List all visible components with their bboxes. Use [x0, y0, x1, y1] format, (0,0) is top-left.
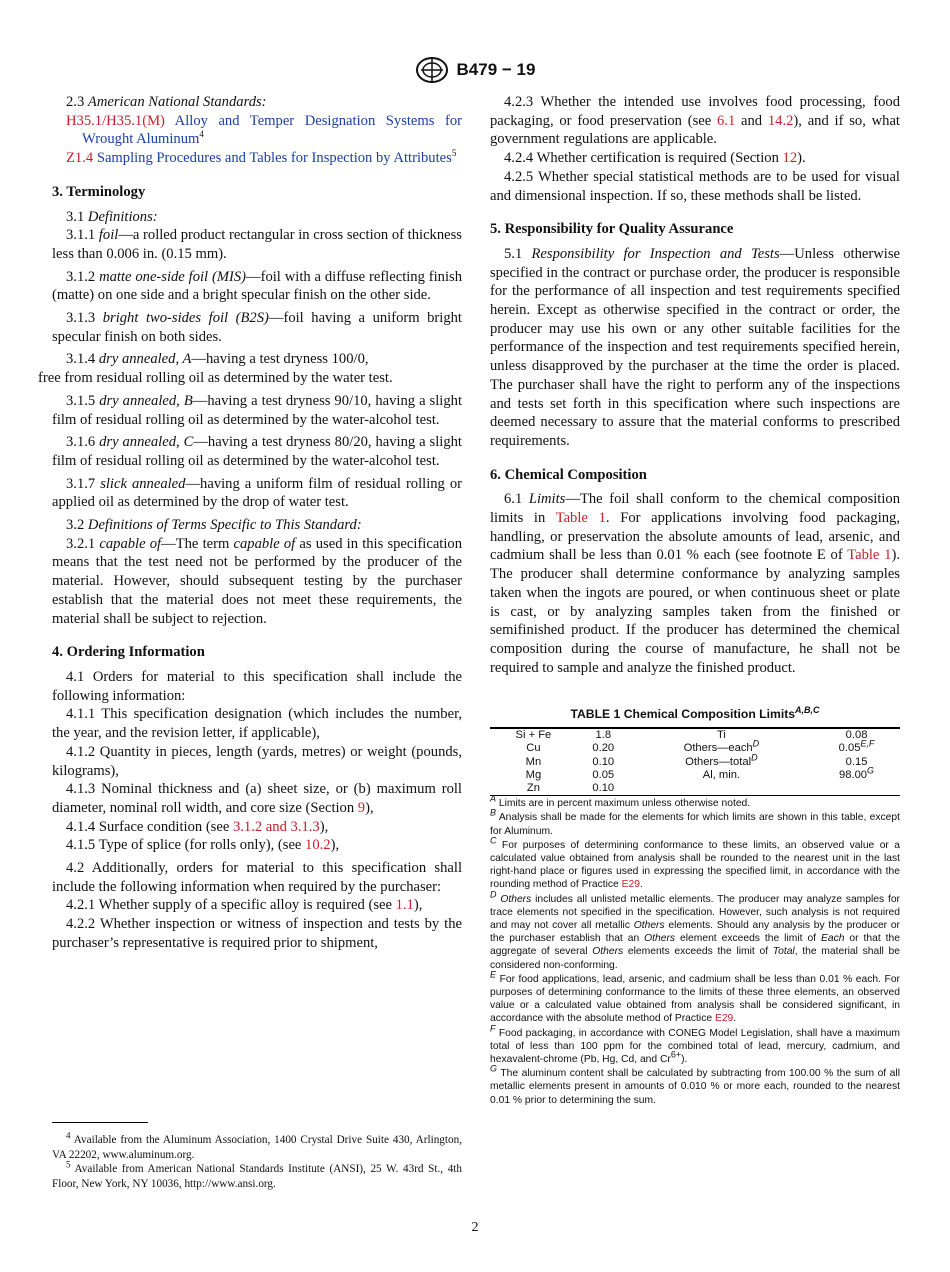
para-3-1-6: 3.1.6 dry annealed, C—having a test dryness 80/20, having a slight film of residual rolling oil as determined by the water-alcohol test. [52, 434, 462, 469]
para-4-2: 4.2 Additionally, orders for material to this specification shall include the following information when required by the purchaser: [52, 860, 462, 895]
e29-link-2[interactable]: E29 [714, 1013, 734, 1025]
element-cell: Ti [716, 729, 726, 742]
z14-link[interactable]: Z1.4 [66, 150, 94, 167]
para-6-1: 6.1 Limits—The foil shall conform to the chemical composition limits in Table 1. For applications involving food packaging, handling, or preservation the absolute amounts of lead, arsenic, and cadmium shall be less than 0.01 % each (see footnote E of Table 1). The producer shall determine conformance by analyzing samples taken when the ingots are poured, or when continuous sheet or plate is cast, or by analyzing samples taken from the finished or semifinished product. If the producer has determined the chemical composition during the course of manufacture, he shall not be required to sample and analyze the finished product. [490, 491, 900, 676]
value-cell: 0.08 [845, 729, 868, 742]
para-3-1-4: 3.1.4 dry annealed, A—having a test dryness 100/0, free from residual rolling oil as determined by the water test. [38, 351, 393, 387]
value-cell: 0.05 [592, 768, 615, 781]
page-footnotes [52, 1130, 462, 1191]
left-column [38, 93, 463, 953]
para-4-1-3: 4.1.3 Nominal thickness and (a) sheet size, or (b) maximum roll diameter, nominal roll width, and core size (Section 9), [52, 781, 462, 816]
para-5-1: 5.1 Responsibility for Inspection and Tests—Unless otherwise specified in the contract or purchase order, the producer is responsible for the performance of all inspection and test requirements specified herein. Except as otherwise specified in the contract or order, the producer may use his own or any other suitable facilities for the performance of the inspection and test requirements specified herein, unless disapproved by the purchaser at the time the order is placed. The purchaser shall have the right to perform any of the inspections and tests set forth in this specification where such inspections are deemed necessary to assure that the material conforms to prescribed requirements. [490, 245, 900, 449]
para-4-1-1: 4.1.1 This specification designation (which includes the number, the year, and the revision letter, if applicable), [52, 706, 462, 742]
value-cell: 0.15 [845, 755, 868, 768]
composition-table [490, 727, 900, 796]
right-column [490, 93, 900, 1107]
value-cell [813, 782, 900, 796]
section-1-1-link[interactable]: 1.1 [395, 897, 414, 914]
footnote-divider [52, 1122, 148, 1123]
footnote-4: $^4$ Available from the Aluminum Association, 1400 Crystal Drive Suite 430, Arlington, VA 22202, www.aluminum.org. [52, 1130, 462, 1161]
table-row [490, 742, 900, 755]
table-note-d: $^D$ Others includes all unlisted metallic elements. The producer may analyze samples for trace elements not specified in the specification. However, such analysis is not required and may not cover all metallic Others elements. Should any analysis by the producer or the purchaser establish that an Others element exceeds the limit of Each or that the aggregate of several Others elements exceeds the limit of Total, the material shall be considered non-conforming. [490, 889, 900, 971]
para-4-1-4: 4.1.4 Surface condition (see 3.1.2 and 3.1.3), [66, 818, 329, 835]
table-row [490, 769, 900, 782]
heading-terminology: 3. Terminology [52, 183, 146, 200]
para-4-2-5: 4.2.5 Whether special statistical methods are to be used for visual and dimensional inspection. If so, these methods shall be listed. [490, 168, 900, 204]
para-4-1: 4.1 Orders for material to this specification shall include the following information: [52, 668, 462, 704]
page-number: 2 [471, 1220, 479, 1235]
para-4-1-2: 4.1.2 Quantity in pieces, length (yards, metres) or weight (pounds, kilograms), [52, 743, 462, 779]
para-4-1-5: 4.1.5 Type of splice (for rolls only), (see 10.2), [66, 837, 340, 854]
reference-z14: Z1.4 Sampling Procedures and Tables for Inspection by Attributes$^5$ [66, 148, 457, 167]
heading-ordering: 4. Ordering Information [52, 644, 205, 661]
para-3-1-7: 3.1.7 slick annealed—having a uniform film of residual rolling or applied oil as determined by the drop of water test. [52, 475, 463, 511]
section-2-3: 2.3 American National Standards: [66, 94, 267, 110]
section-12-link[interactable]: 12 [782, 150, 798, 167]
value-cell: 0.20 [592, 742, 615, 755]
element-cell: Others—each$^D$ [683, 738, 760, 755]
table-row [490, 756, 900, 769]
para-4-2-3: 4.2.3 Whether the intended use involves food processing, food packaging, or food preservation (see 6.1 and 14.2), and if so, what government regulations are applicable. [490, 94, 900, 148]
para-3-1: 3.1 Definitions: [66, 208, 158, 225]
heading-chemical-composition: 6. Chemical Composition [490, 466, 647, 483]
value-cell: 0.10 [592, 755, 615, 768]
heading-quality-assurance: 5. Responsibility for Quality Assurance [490, 221, 734, 238]
table-row [490, 782, 900, 796]
element-cell: Cu [526, 742, 541, 755]
para-3-1-3: 3.1.3 bright two-sides foil (B2S)—foil having a uniform bright specular finish on both sides. [52, 310, 462, 345]
value-cell: 1.8 [595, 729, 612, 742]
para-4-2-1: 4.2.1 Whether supply of a specific alloy is required (see 1.1), [66, 897, 423, 914]
element-cell: Al, min. [702, 768, 741, 781]
para-3-1-2: 3.1.2 matte one-side foil (MIS)—foil with a diffuse reflecting finish (matte) on one side and a bright specular finish on the other side. [52, 268, 462, 304]
e29-link[interactable]: E29 [621, 879, 640, 891]
table-note-a: $^A$ Limits are in percent maximum unless otherwise noted. [490, 793, 751, 810]
table-row [490, 728, 900, 742]
element-cell [630, 782, 813, 796]
element-cell: Mg [525, 768, 542, 781]
para-3-2: 3.2 Definitions of Terms Specific to This Standard: [66, 517, 362, 534]
value-cell: 0.10 [592, 781, 615, 794]
h35-link[interactable]: H35.1/H35.1(M) [66, 112, 165, 129]
page-header [0, 56, 950, 84]
table-1-link-2[interactable]: Table 1 [847, 547, 892, 564]
para-3-1-1: 3.1.1 foil—a rolled product rectangular in cross section of thickness less than 0.006 in. (0.15 mm). [52, 227, 462, 262]
para-4-2-2: 4.2.2 Whether inspection or witness of inspection and tests by the purchaser’s representative is required prior to shipment, [52, 916, 462, 951]
para-3-1-5: 3.1.5 dry annealed, B—having a test dryness 90/10, having a slight film of residual rolling oil as determined by the water-alcohol test. [52, 392, 462, 428]
section-9-link[interactable]: 9 [357, 799, 366, 816]
astm-logo-icon [415, 56, 449, 84]
z14-title-link[interactable]: Sampling Procedures and Tables for Inspection by Attributes [96, 150, 452, 167]
table-1-link[interactable]: Table 1 [555, 510, 606, 527]
table-note-e: $^E$ For food applications, lead, arsenic, and cadmium shall be less than 0.01 % each. For purposes of determining conformance to the limits of these three elements, an observed value or a calculated value obtained from analysis shall be considered significant, in accordance with the absolute method of Practice E29. [490, 969, 900, 1025]
element-cell: Si + Fe [515, 729, 552, 742]
footnote-5: $^5$ Available from American National Standards Institute (ANSI), 25 W. 43rd St., 4th Floor, New York, NY 10036, http://www.ansi.org. [52, 1159, 462, 1190]
table-note-g: $^G$ The aluminum content shall be calculated by subtracting from 100.00 % the sum of all metallic elements present in amounts of 0.010 % or more each, rounded to the nearest 0.01 % prior to determining the sum. [490, 1063, 900, 1106]
table-note-b: $^B$ Analysis shall be made for the elements for which limits are shown in this table, except for Aluminum. [490, 807, 900, 837]
element-cell: Zn [526, 781, 540, 794]
value-cell: $98.00^G$ [839, 764, 875, 781]
section-6-1-link[interactable]: 6.1 [717, 112, 736, 129]
table-note-c: $^C$ For purposes of determining conformance to these limits, an observed value or a calculated value obtained from analysis shall be rounded to the nearest unit in the last right-hand place or figures used in expressing the specified limit, in accordance with the rounding method of Practice E29. [490, 835, 900, 891]
reference-h35: H35.1/H35.1(M) Alloy and Temper Designation Systems for Wrought Aluminum$^4$ [66, 112, 462, 148]
table-note-f: $^F$ Food packaging, in accordance with CONEG Model Legislation, shall have a maximum total of less than 100 ppm for the combined total of lead, mercury, cadmium, and hexavalent-chrome (Pb, Hg, Cd, and $Cr^{6+}$). [490, 1023, 900, 1065]
section-14-2-link[interactable]: 14.2 [767, 112, 794, 129]
standard-designation: B479 − 19 [456, 60, 536, 79]
element-cell: Mn [525, 755, 542, 768]
h35-title-link[interactable]: Alloy and Temper Designation Systems for Wrought Aluminum [82, 112, 462, 148]
element-cell: Others—total$^D$ [685, 751, 758, 768]
value-cell: $0.05^{E,F}$ [838, 738, 875, 755]
table-title: TABLE 1 Chemical Composition Limits$^{A,B,C}$ [570, 705, 820, 722]
para-4-2-4: 4.2.4 Whether certification is required (Section 12). [504, 150, 806, 167]
para-3-2-1: 3.2.1 capable of—The term capable of as used in this specification means that the test need not be performed by the producer of the material. However, should subsequent testing by the purchaser establish that the material does not meet these requirements, the material shall be subject to rejection. [52, 535, 463, 627]
section-10-2-link[interactable]: 10.2 [305, 837, 331, 854]
section-3-1-2-link[interactable]: 3.1.2 and 3.1.3 [232, 818, 320, 835]
